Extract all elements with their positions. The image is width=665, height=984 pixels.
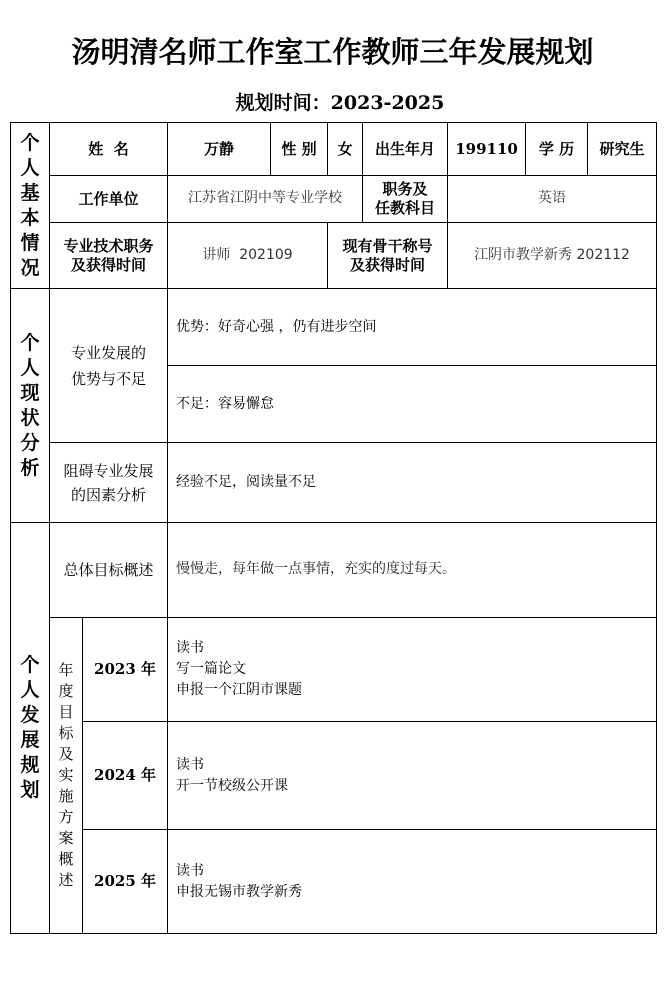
year-2024-plan — [168, 722, 657, 830]
professional-title-value: 讲师 202109 — [168, 223, 328, 289]
gender-label: 性 别 — [271, 123, 328, 176]
professional-title-label: 专业技术职务 及获得时间 — [50, 223, 168, 289]
year-2024-label: 2024 年 — [83, 722, 168, 830]
education-label: 学 历 — [526, 123, 588, 176]
list-item: 读书 — [176, 756, 205, 773]
plan-period: 规划时间：2023-2025 — [235, 92, 445, 114]
education-value: 研究生 — [588, 123, 657, 176]
gender-value: 女 — [328, 123, 363, 176]
annual-goal-label: 年 度 目 标 及 实 施 方 案 概 述 — [50, 618, 83, 934]
backbone-title-value: 江阴市教学新秀 202112 — [448, 223, 657, 289]
list-item: 申报一个江阴市课题 — [176, 682, 303, 698]
year-2023-plan — [168, 618, 657, 722]
obstacle-label: 阻碍专业发展 的因素分析 — [50, 443, 168, 523]
year-2023-label: 2023 年 — [83, 618, 168, 722]
section-development-plan: 个 人 发 展 规 划 — [11, 523, 50, 934]
duty-subject-value: 英语 — [448, 176, 657, 223]
name-value: 万静 — [168, 123, 271, 176]
strength-weakness-label: 专业发展的 优势与不足 — [50, 289, 168, 443]
year-2025-plan — [168, 830, 657, 934]
section-basic-info: 个 人 基 本 情 况 — [11, 123, 50, 289]
birth-label: 出生年月 — [363, 123, 448, 176]
section-status-analysis: 个 人 现 状 分 析 — [11, 289, 50, 523]
backbone-title-label: 现有骨干称号 及获得时间 — [328, 223, 448, 289]
document-title: 汤明清名师工作室工作教师三年发展规划 — [71, 35, 594, 69]
overall-goal-label: 总体目标概述 — [50, 523, 168, 618]
advantage-text: 优势：好奇心强 ，仍有进步空间 — [168, 289, 657, 366]
plan-table — [10, 122, 657, 934]
weakness-text: 不足：容易懈怠 — [168, 366, 657, 443]
work-unit-label: 工作单位 — [50, 176, 168, 223]
name-label: 姓 名 — [50, 123, 168, 176]
list-item: 读书 — [176, 640, 205, 656]
overall-goal-text: 慢慢走，每年做一点事情，充实的度过每天。 — [168, 523, 657, 618]
list-item: 写一篇论文 — [176, 661, 247, 677]
duty-subject-label: 职务及 任教科目 — [363, 176, 448, 223]
list-item: 读书 — [176, 862, 205, 879]
obstacle-text: 经验不足，阅读量不足 — [168, 443, 657, 523]
birth-value: 199110 — [448, 123, 526, 176]
year-2025-label: 2025 年 — [83, 830, 168, 934]
list-item: 申报无锡市教学新秀 — [176, 883, 303, 900]
work-unit-value: 江苏省江阴中等专业学校 — [168, 176, 363, 223]
list-item: 开一节校级公开课 — [176, 777, 289, 794]
